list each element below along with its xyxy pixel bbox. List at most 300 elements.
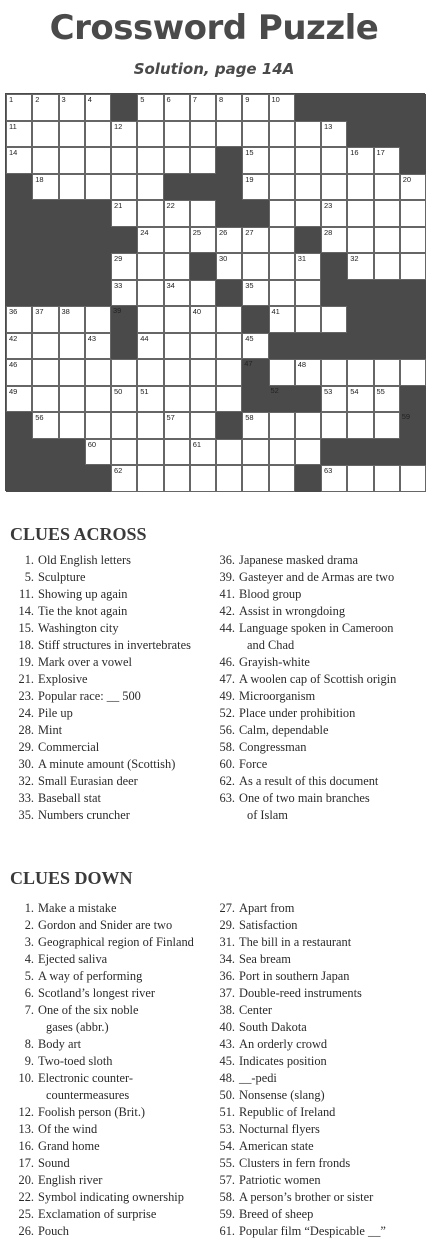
grid-cell[interactable] xyxy=(32,94,58,121)
grid-cell-black xyxy=(216,280,242,307)
grid-cell[interactable] xyxy=(269,174,295,201)
grid-cell-black xyxy=(6,253,32,280)
grid-cell[interactable] xyxy=(269,200,295,227)
grid-cell[interactable] xyxy=(269,412,295,439)
clue-number: 51 xyxy=(140,386,149,396)
grid-cell[interactable] xyxy=(269,359,295,386)
grid-cell[interactable] xyxy=(374,174,400,201)
grid-cell[interactable] xyxy=(242,439,268,466)
clue-item xyxy=(213,1002,425,1019)
clue-text: Grand home xyxy=(38,1139,100,1153)
clue-text: Assist in wrongdoing xyxy=(239,604,346,618)
grid-cell[interactable] xyxy=(321,359,347,386)
grid-cell[interactable] xyxy=(32,386,58,413)
grid-cell[interactable] xyxy=(374,253,400,280)
clue-number: 14. xyxy=(18,604,34,618)
grid-cell[interactable] xyxy=(111,200,137,227)
grid-cell[interactable] xyxy=(321,412,347,439)
clue-number: 14 xyxy=(9,148,18,157)
clue-text: Popular race: __ 500 xyxy=(38,689,141,703)
clue-text: Small Eurasian deer xyxy=(38,774,138,788)
grid-cell[interactable] xyxy=(347,227,373,254)
grid-cell[interactable] xyxy=(190,227,216,254)
clue-number: 7 xyxy=(192,95,197,104)
clue-text: American state xyxy=(239,1139,314,1153)
grid-cell[interactable] xyxy=(85,359,111,386)
clue-text: Satisfaction xyxy=(239,918,298,932)
grid-cell[interactable] xyxy=(85,147,111,174)
grid-cell[interactable] xyxy=(295,412,321,439)
clue-text: Sea bream xyxy=(239,952,291,966)
grid-cell[interactable] xyxy=(85,306,111,333)
clue-number: 46 xyxy=(9,360,18,369)
grid-cell-black xyxy=(374,121,400,148)
grid-cell[interactable] xyxy=(374,147,400,174)
grid-cell-black xyxy=(242,359,268,386)
grid-cell[interactable] xyxy=(137,306,163,333)
grid-cell[interactable] xyxy=(111,359,137,386)
clue-item xyxy=(10,637,215,654)
grid-cell-black xyxy=(216,200,242,227)
grid-cell[interactable] xyxy=(6,147,32,174)
grid-cell[interactable] xyxy=(295,280,321,307)
grid-cell-black xyxy=(216,412,242,439)
grid-cell[interactable] xyxy=(137,147,163,174)
grid-cell[interactable] xyxy=(269,121,295,148)
clue-text: A minute amount (Scottish) xyxy=(38,757,176,771)
grid-cell[interactable] xyxy=(216,359,242,386)
grid-cell[interactable] xyxy=(111,280,137,307)
clue-text: South Dakota xyxy=(239,1020,307,1034)
grid-cell[interactable] xyxy=(295,359,321,386)
clue-item xyxy=(213,1206,425,1223)
clue-item xyxy=(10,722,215,739)
grid-cell[interactable] xyxy=(6,333,32,360)
grid-cell[interactable] xyxy=(32,412,58,439)
grid-cell[interactable] xyxy=(242,412,268,439)
clue-item xyxy=(213,620,425,637)
grid-cell-black xyxy=(216,147,242,174)
grid-cell[interactable] xyxy=(216,465,242,492)
clue-item xyxy=(213,790,425,807)
clue-continuation xyxy=(10,1019,215,1036)
clue-text: Blood group xyxy=(239,587,302,601)
grid-cell[interactable] xyxy=(164,200,190,227)
grid-cell[interactable] xyxy=(137,359,163,386)
grid-cell-black xyxy=(85,465,111,492)
grid-cell[interactable] xyxy=(269,94,295,121)
grid-cell[interactable] xyxy=(137,174,163,201)
grid-cell[interactable] xyxy=(190,94,216,121)
grid-cell[interactable] xyxy=(269,439,295,466)
grid-cell[interactable] xyxy=(137,200,163,227)
clue-number: 11. xyxy=(18,587,34,601)
grid-cell-black xyxy=(111,227,137,254)
clue-text: Scotland’s longest river xyxy=(38,986,156,1000)
clue-number: 47 xyxy=(244,359,253,368)
clue-item xyxy=(213,1172,425,1189)
grid-cell[interactable] xyxy=(400,174,426,201)
grid-cell-black xyxy=(32,280,58,307)
grid-cell[interactable] xyxy=(111,465,137,492)
grid-cell[interactable] xyxy=(111,121,137,148)
grid-cell[interactable] xyxy=(374,465,400,492)
grid-cell-black xyxy=(6,439,32,466)
grid-cell[interactable] xyxy=(59,306,85,333)
grid-cell[interactable] xyxy=(164,94,190,121)
grid-cell[interactable] xyxy=(400,227,426,254)
clue-text: Ejected saliva xyxy=(38,952,108,966)
grid-cell[interactable] xyxy=(32,174,58,201)
grid-cell[interactable] xyxy=(269,465,295,492)
clue-text: Nocturnal flyers xyxy=(239,1122,320,1136)
grid-cell-black xyxy=(347,333,373,360)
grid-cell[interactable] xyxy=(85,386,111,413)
clue-number: 23 xyxy=(324,201,333,210)
clue-item xyxy=(213,586,425,603)
clue-text: Center xyxy=(239,1003,273,1017)
clue-text: Mark over a vowel xyxy=(38,655,132,669)
grid-cell[interactable] xyxy=(137,253,163,280)
clue-item xyxy=(10,790,215,807)
clue-item xyxy=(10,620,215,637)
grid-cell[interactable] xyxy=(242,94,268,121)
grid-cell-black xyxy=(321,94,347,121)
grid-cell[interactable] xyxy=(32,333,58,360)
grid-cell[interactable] xyxy=(242,227,268,254)
grid-cell[interactable] xyxy=(295,147,321,174)
clue-item xyxy=(213,951,425,968)
grid-cell-black xyxy=(32,465,58,492)
grid-cell[interactable] xyxy=(190,386,216,413)
clue-number: 9. xyxy=(24,1054,34,1068)
grid-cell[interactable] xyxy=(59,359,85,386)
grid-cell[interactable] xyxy=(6,386,32,413)
clue-number: 39 xyxy=(113,306,122,315)
clue-item xyxy=(10,552,215,569)
grid-cell-black xyxy=(400,306,426,333)
clue-number: 35 xyxy=(245,280,254,290)
clue-text: Place under prohibition xyxy=(239,706,356,720)
clue-number: 16. xyxy=(18,1139,34,1153)
grid-cell[interactable] xyxy=(137,465,163,492)
grid-cell[interactable] xyxy=(400,465,426,492)
grid-cell[interactable] xyxy=(269,280,295,307)
grid-cell[interactable] xyxy=(374,200,400,227)
grid-cell[interactable] xyxy=(85,333,111,360)
grid-cell[interactable] xyxy=(400,200,426,227)
clue-number: 1 xyxy=(9,95,14,104)
grid-cell[interactable] xyxy=(321,147,347,174)
clue-item xyxy=(10,951,215,968)
grid-cell[interactable] xyxy=(164,227,190,254)
clue-number: 18. xyxy=(18,638,34,652)
clue-number: 9 xyxy=(245,95,250,104)
grid-cell-black xyxy=(59,465,85,492)
clue-text: Showing up again xyxy=(38,587,128,601)
grid-cell[interactable] xyxy=(164,359,190,386)
grid-cell[interactable] xyxy=(190,333,216,360)
grid-cell[interactable] xyxy=(59,412,85,439)
grid-cell[interactable] xyxy=(137,94,163,121)
grid-cell-black xyxy=(295,465,321,492)
grid-cell-black xyxy=(295,94,321,121)
grid-cell-black xyxy=(400,147,426,174)
grid-cell[interactable] xyxy=(347,253,373,280)
clue-text: Gasteyer and de Armas are two xyxy=(239,570,395,584)
grid-cell[interactable] xyxy=(137,412,163,439)
grid-cell[interactable] xyxy=(137,280,163,307)
grid-cell[interactable] xyxy=(269,147,295,174)
clue-number: 2. xyxy=(24,918,34,932)
clue-number: 27 xyxy=(245,227,254,237)
clue-text: gases (abbr.) xyxy=(46,1020,109,1034)
grid-cell[interactable] xyxy=(269,253,295,280)
grid-cell[interactable] xyxy=(190,200,216,227)
grid-cell[interactable] xyxy=(400,253,426,280)
clue-text: Patriotic women xyxy=(239,1173,321,1187)
clue-text: Stiff structures in invertebrates xyxy=(38,638,191,652)
clue-number: 36 xyxy=(9,307,18,316)
grid-cell[interactable] xyxy=(190,465,216,492)
clue-number: 60. xyxy=(219,757,235,771)
grid-cell[interactable] xyxy=(59,174,85,201)
clue-number: 15 xyxy=(245,148,254,157)
clue-item xyxy=(213,985,425,1002)
grid-cell[interactable] xyxy=(269,306,295,333)
grid-cell[interactable] xyxy=(216,333,242,360)
grid-cell[interactable] xyxy=(59,121,85,148)
clue-number: 34 xyxy=(166,280,175,290)
crossword-grid xyxy=(5,93,425,491)
grid-cell[interactable] xyxy=(59,333,85,360)
grid-cell[interactable] xyxy=(374,359,400,386)
grid-cell[interactable] xyxy=(6,359,32,386)
grid-cell[interactable] xyxy=(85,121,111,148)
grid-cell[interactable] xyxy=(164,147,190,174)
grid-cell[interactable] xyxy=(85,94,111,121)
clue-text: Geographical region of Finland xyxy=(38,935,194,949)
clue-item xyxy=(10,603,215,620)
grid-cell[interactable] xyxy=(295,174,321,201)
grid-cell-black xyxy=(347,121,373,148)
grid-cell[interactable] xyxy=(321,200,347,227)
grid-cell[interactable] xyxy=(32,147,58,174)
grid-cell[interactable] xyxy=(190,280,216,307)
grid-cell[interactable] xyxy=(59,147,85,174)
grid-cell[interactable] xyxy=(347,386,373,413)
clue-number: 56 xyxy=(35,413,44,422)
grid-cell[interactable] xyxy=(137,333,163,360)
grid-cell[interactable] xyxy=(164,412,190,439)
grid-cell[interactable] xyxy=(111,412,137,439)
clue-item xyxy=(213,705,425,722)
grid-cell[interactable] xyxy=(85,412,111,439)
clue-item xyxy=(10,917,215,934)
grid-cell[interactable] xyxy=(321,386,347,413)
grid-cell[interactable] xyxy=(216,227,242,254)
grid-cell[interactable] xyxy=(111,253,137,280)
grid-cell[interactable] xyxy=(216,121,242,148)
grid-cell[interactable] xyxy=(242,280,268,307)
clue-number: 45 xyxy=(245,333,254,343)
grid-cell-black xyxy=(374,306,400,333)
grid-cell[interactable] xyxy=(190,121,216,148)
clue-text: Double-reed instruments xyxy=(239,986,362,1000)
grid-cell[interactable] xyxy=(111,439,137,466)
grid-cell[interactable] xyxy=(269,227,295,254)
clue-item xyxy=(213,773,425,790)
clue-number: 51. xyxy=(219,1105,235,1119)
grid-cell[interactable] xyxy=(347,147,373,174)
grid-cell[interactable] xyxy=(374,386,400,413)
grid-cell[interactable] xyxy=(347,200,373,227)
clue-item xyxy=(10,1053,215,1070)
grid-cell[interactable] xyxy=(85,174,111,201)
grid-cell[interactable] xyxy=(295,253,321,280)
grid-cell[interactable] xyxy=(59,386,85,413)
grid-cell[interactable] xyxy=(164,306,190,333)
clue-number: 23. xyxy=(18,689,34,703)
clue-text: Clusters in fern fronds xyxy=(239,1156,351,1170)
grid-cell[interactable] xyxy=(242,253,268,280)
grid-cell[interactable] xyxy=(111,174,137,201)
grid-cell[interactable] xyxy=(242,333,268,360)
clue-text: Commercial xyxy=(38,740,100,754)
clue-number: 53 xyxy=(324,386,333,396)
clue-text: Washington city xyxy=(38,621,119,635)
clue-number: 61 xyxy=(192,439,202,449)
grid-cell[interactable] xyxy=(85,439,111,466)
grid-cell[interactable] xyxy=(295,306,321,333)
grid-cell[interactable] xyxy=(321,306,347,333)
clue-text: Sound xyxy=(38,1156,70,1170)
clue-item xyxy=(213,739,425,756)
grid-cell[interactable] xyxy=(137,121,163,148)
grid-cell[interactable] xyxy=(59,94,85,121)
grid-cell[interactable] xyxy=(347,412,373,439)
grid-cell[interactable] xyxy=(6,306,32,333)
grid-cell[interactable] xyxy=(321,465,347,492)
clue-item xyxy=(213,722,425,739)
clue-number: 58. xyxy=(219,740,235,754)
clue-item xyxy=(213,1036,425,1053)
grid-cell[interactable] xyxy=(137,439,163,466)
grid-cell-black xyxy=(321,333,347,360)
grid-cell[interactable] xyxy=(32,306,58,333)
grid-cell[interactable] xyxy=(242,174,268,201)
grid-cell[interactable] xyxy=(164,121,190,148)
grid-cell-black xyxy=(400,121,426,148)
clue-text: Japanese masked drama xyxy=(239,553,359,567)
clue-number: 12 xyxy=(114,121,123,131)
grid-cell[interactable] xyxy=(190,147,216,174)
grid-cell[interactable] xyxy=(164,280,190,307)
clue-text: Pouch xyxy=(38,1224,69,1238)
grid-cell[interactable] xyxy=(190,359,216,386)
grid-cell[interactable] xyxy=(374,412,400,439)
clue-number: 28. xyxy=(18,723,34,737)
grid-cell[interactable] xyxy=(111,386,137,413)
grid-cell[interactable] xyxy=(321,121,347,148)
clue-number: 58 xyxy=(245,413,254,422)
grid-cell[interactable] xyxy=(374,227,400,254)
grid-cell[interactable] xyxy=(347,174,373,201)
clue-number: 38. xyxy=(219,1003,235,1017)
clue-text: Republic of Ireland xyxy=(239,1105,336,1119)
grid-cell[interactable] xyxy=(321,227,347,254)
grid-cell[interactable] xyxy=(242,147,268,174)
grid-cell[interactable] xyxy=(6,94,32,121)
grid-cell-black xyxy=(347,439,373,466)
clue-item xyxy=(213,900,425,917)
grid-cell[interactable] xyxy=(164,253,190,280)
grid-cell[interactable] xyxy=(216,386,242,413)
grid-cell[interactable] xyxy=(400,359,426,386)
grid-cell[interactable] xyxy=(295,200,321,227)
grid-cell[interactable] xyxy=(164,386,190,413)
clue-number: 57. xyxy=(219,1173,235,1187)
clue-number: 29. xyxy=(219,918,235,932)
grid-cell[interactable] xyxy=(347,465,373,492)
clue-text: Indicates position xyxy=(239,1054,327,1068)
grid-cell[interactable] xyxy=(295,121,321,148)
grid-cell[interactable] xyxy=(32,359,58,386)
grid-cell[interactable] xyxy=(321,174,347,201)
clue-number: 36. xyxy=(219,969,235,983)
grid-cell[interactable] xyxy=(190,412,216,439)
grid-cell[interactable] xyxy=(164,333,190,360)
clue-number: 19 xyxy=(245,174,254,184)
grid-cell[interactable] xyxy=(137,227,163,254)
clue-item xyxy=(10,900,215,917)
grid-cell[interactable] xyxy=(242,121,268,148)
clue-item xyxy=(10,1172,215,1189)
grid-cell-black xyxy=(347,306,373,333)
grid-cell[interactable] xyxy=(242,465,268,492)
clue-number: 60 xyxy=(87,439,97,449)
clue-text: A woolen cap of Scottish origin xyxy=(239,672,397,686)
grid-cell[interactable] xyxy=(164,439,190,466)
grid-cell[interactable] xyxy=(295,439,321,466)
clue-number: 32. xyxy=(18,774,34,788)
grid-cell-black xyxy=(242,200,268,227)
grid-cell[interactable] xyxy=(216,253,242,280)
grid-cell[interactable] xyxy=(6,121,32,148)
grid-cell[interactable] xyxy=(347,359,373,386)
grid-cell[interactable] xyxy=(32,121,58,148)
grid-cell[interactable] xyxy=(164,465,190,492)
clue-number: 46. xyxy=(219,655,235,669)
clue-number: 62. xyxy=(219,774,235,788)
clue-number: 37 xyxy=(35,307,44,316)
grid-cell[interactable] xyxy=(216,94,242,121)
clue-number: 31 xyxy=(297,254,307,263)
clue-item xyxy=(213,1155,425,1172)
grid-cell[interactable] xyxy=(216,306,242,333)
clue-text: Microorganism xyxy=(239,689,316,703)
clue-item xyxy=(213,688,425,705)
grid-cell[interactable] xyxy=(216,439,242,466)
grid-cell[interactable] xyxy=(111,147,137,174)
grid-cell[interactable] xyxy=(137,386,163,413)
clue-item xyxy=(10,756,215,773)
grid-cell[interactable] xyxy=(190,306,216,333)
down-clues-left xyxy=(10,900,215,1240)
grid-cell[interactable] xyxy=(190,439,216,466)
grid-cell-black xyxy=(59,227,85,254)
clue-number: 21. xyxy=(18,672,34,686)
